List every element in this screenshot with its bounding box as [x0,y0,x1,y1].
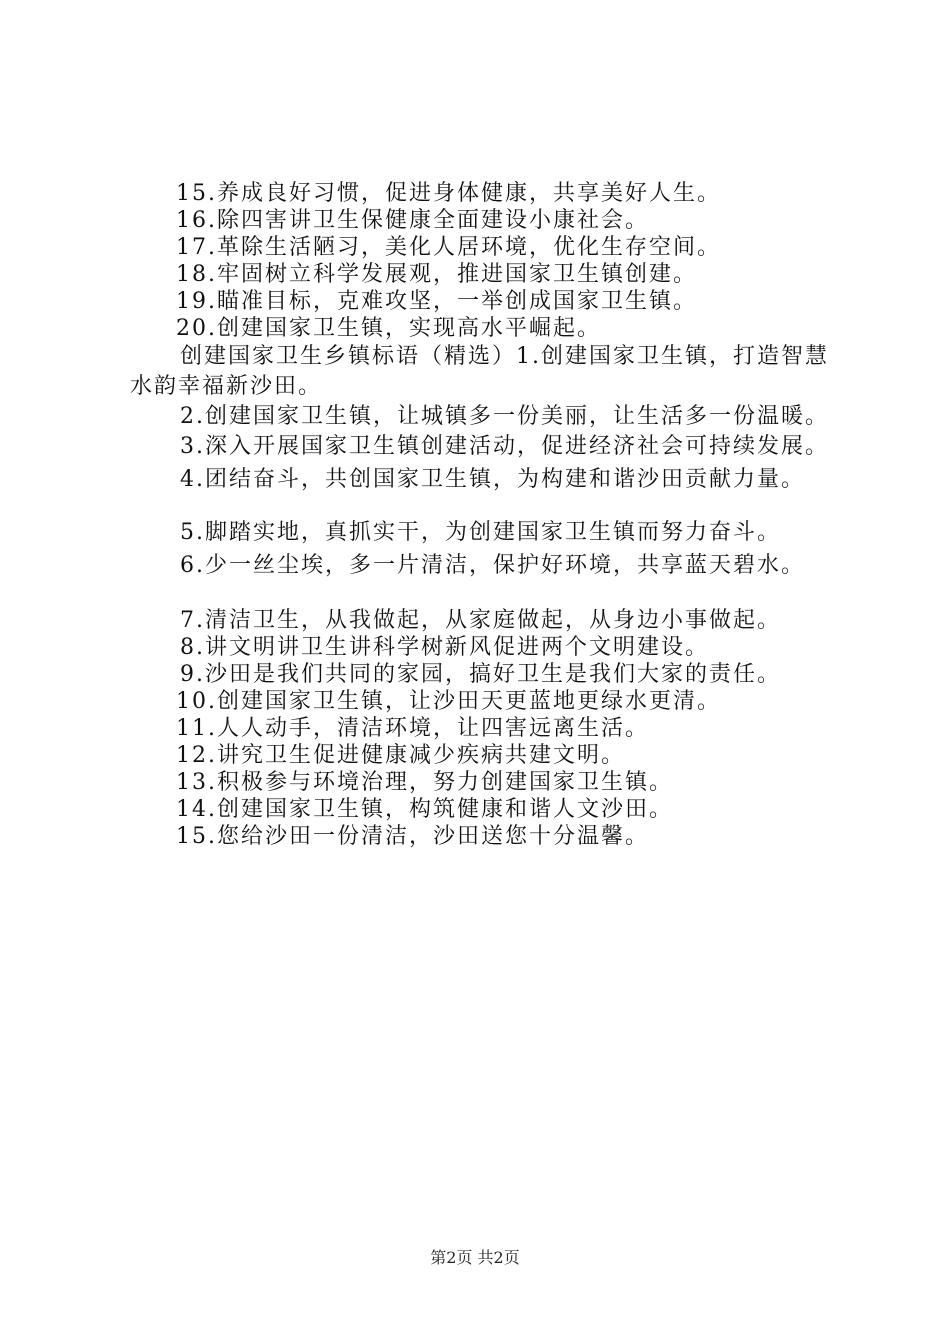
slogan-line: 6.少一丝尘埃，多一片清洁，保护好环境，共享蓝天碧水。 [180,553,805,578]
slogan-paragraph: 2.创建国家卫生镇，让城镇多一份美丽，让生活多一份温暖。 [180,404,829,429]
slogan-line: 16.除四害讲卫生保健康全面建设小康社会。 [176,208,649,233]
slogan-line: 11.人人动手，清洁环境，让四害远离生活。 [176,716,649,741]
section-heading: 创建国家卫生乡镇标语（精选）1.创建国家卫生镇，打造智慧水韵幸福新沙田。 [130,344,829,399]
document-body [130,180,850,850]
slogan-line: 12.讲究卫生促进健康减少疾病共建文明。 [176,743,625,768]
slogan-line: 15.您给沙田一份清洁，沙田送您十分温馨。 [176,824,649,849]
slogan-line: 10.创建国家卫生镇，让沙田天更蓝地更绿水更清。 [176,689,721,714]
slogan-line: 13.积极参与环境治理，努力创建国家卫生镇。 [176,770,673,795]
slogan-line: 4.团结奋斗，共创国家卫生镇，为构建和谐沙田贡献力量。 [180,467,805,492]
slogan-line: 9.沙田是我们共同的家园，搞好卫生是我们大家的责任。 [180,662,781,687]
slogan-line: 14.创建国家卫生镇，构筑健康和谐人文沙田。 [176,797,673,822]
slogan-line: 5.脚踏实地，真抓实干，为创建国家卫生镇而努力奋斗。 [180,520,781,545]
slogan-line: 17.革除生活陋习，美化人居环境，优化生存空间。 [176,235,721,260]
slogan-line: 7.清洁卫生，从我做起，从家庭做起，从身边小事做起。 [180,608,781,633]
slogan-line: 15.养成良好习惯，促进身体健康，共享美好人生。 [176,181,721,206]
page-footer: 第2页 共2页 [430,1248,520,1267]
slogan-line: 8.讲文明讲卫生讲科学树新风促进两个文明建设。 [180,635,709,660]
slogan-line: 19.瞄准目标，克难攻坚，一举创成国家卫生镇。 [176,289,697,314]
slogan-line: 20.创建国家卫生镇，实现高水平崛起。 [176,316,601,341]
slogan-paragraph: 3.深入开展国家卫生镇创建活动，促进经济社会可持续发展。 [180,434,829,459]
slogan-line: 18.牢固树立科学发展观，推进国家卫生镇创建。 [176,262,697,287]
